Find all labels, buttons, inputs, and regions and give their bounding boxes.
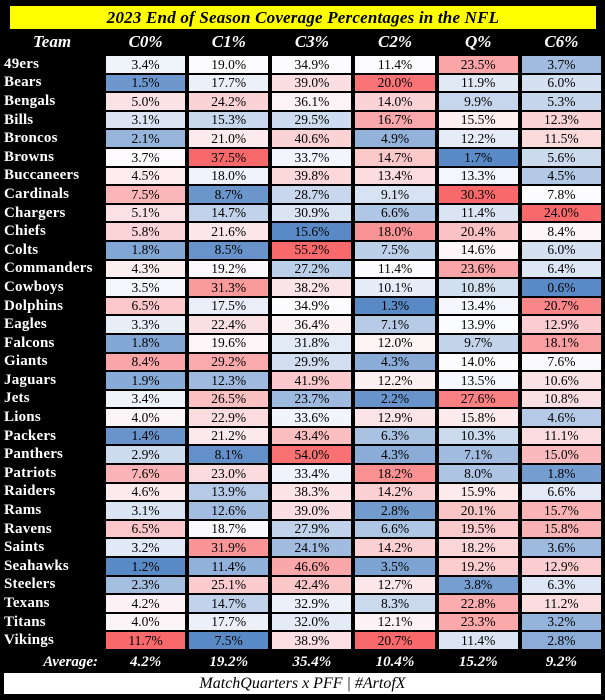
coverage-value-cell: 33.7% — [270, 148, 353, 167]
coverage-value-cell: 6.5% — [104, 520, 187, 539]
average-value-cell: 4.2% — [104, 650, 187, 674]
coverage-value-cell: 2.8% — [353, 501, 436, 520]
team-name-cell: Chargers — [0, 204, 104, 223]
coverage-value-cell: 30.9% — [270, 204, 353, 223]
coverage-value-cell: 14.0% — [437, 353, 520, 372]
coverage-value-cell: 34.9% — [270, 297, 353, 316]
team-row-commanders — [0, 260, 603, 279]
coverage-value-cell: 23.7% — [270, 390, 353, 409]
coverage-value-cell: 4.3% — [353, 445, 436, 464]
team-row-titans — [0, 613, 603, 632]
coverage-value-cell: 4.2% — [104, 594, 187, 613]
coverage-value-cell: 2.1% — [104, 129, 187, 148]
coverage-value-cell: 36.1% — [270, 92, 353, 111]
table-header — [0, 29, 603, 55]
team-row-giants — [0, 353, 603, 372]
coverage-value-cell: 19.0% — [187, 55, 270, 74]
footer-bar — [3, 672, 602, 695]
coverage-value-cell: 6.0% — [520, 74, 603, 93]
coverage-value-cell: 14.0% — [353, 92, 436, 111]
team-name-cell: Bears — [0, 74, 104, 93]
coverage-table — [0, 29, 605, 674]
coverage-value-cell: 1.3% — [353, 297, 436, 316]
coverage-value-cell: 3.2% — [520, 613, 603, 632]
coverage-value-cell: 2.2% — [353, 390, 436, 409]
team-row-bears — [0, 74, 603, 93]
coverage-value-cell: 6.0% — [520, 241, 603, 260]
coverage-value-cell: 8.5% — [187, 241, 270, 260]
column-header-c2: C2% — [353, 29, 436, 55]
coverage-value-cell: 46.6% — [270, 557, 353, 576]
column-header-c1: C1% — [187, 29, 270, 55]
coverage-value-cell: 18.2% — [353, 464, 436, 483]
coverage-value-cell: 13.4% — [353, 167, 436, 186]
coverage-value-cell: 16.7% — [353, 111, 436, 130]
coverage-value-cell: 14.2% — [353, 538, 436, 557]
coverage-value-cell: 11.7% — [104, 631, 187, 650]
coverage-value-cell: 23.5% — [437, 55, 520, 74]
coverage-value-cell: 38.3% — [270, 483, 353, 502]
coverage-value-cell: 4.6% — [104, 483, 187, 502]
coverage-value-cell: 23.0% — [187, 464, 270, 483]
team-name-cell: Giants — [0, 353, 104, 372]
coverage-value-cell: 6.6% — [353, 204, 436, 223]
coverage-value-cell: 15.0% — [520, 445, 603, 464]
table-body — [0, 55, 603, 674]
coverage-value-cell: 6.6% — [353, 520, 436, 539]
coverage-value-cell: 26.5% — [187, 390, 270, 409]
coverage-value-cell: 31.9% — [187, 538, 270, 557]
coverage-value-cell: 4.6% — [520, 408, 603, 427]
coverage-value-cell: 7.5% — [353, 241, 436, 260]
coverage-value-cell: 5.6% — [520, 148, 603, 167]
coverage-value-cell: 24.1% — [270, 538, 353, 557]
page-title: 2023 End of Season Coverage Percentages in the NFL — [106, 7, 500, 27]
coverage-value-cell: 14.7% — [187, 204, 270, 223]
coverage-value-cell: 8.0% — [437, 464, 520, 483]
coverage-value-cell: 11.4% — [437, 204, 520, 223]
coverage-value-cell: 2.3% — [104, 576, 187, 595]
coverage-value-cell: 11.9% — [437, 74, 520, 93]
team-name-cell: Broncos — [0, 129, 104, 148]
team-name-cell: Eagles — [0, 315, 104, 334]
coverage-value-cell: 8.3% — [353, 594, 436, 613]
coverage-value-cell: 11.4% — [353, 55, 436, 74]
coverage-value-cell: 13.3% — [437, 167, 520, 186]
team-name-cell: Buccaneers — [0, 167, 104, 186]
team-name-cell: Seahawks — [0, 557, 104, 576]
team-column-header: Team — [0, 29, 104, 55]
team-name-cell: Steelers — [0, 576, 104, 595]
coverage-value-cell: 3.4% — [104, 390, 187, 409]
coverage-value-cell: 14.6% — [437, 241, 520, 260]
coverage-value-cell: 14.7% — [353, 148, 436, 167]
coverage-value-cell: 4.5% — [520, 167, 603, 186]
coverage-value-cell: 5.3% — [520, 92, 603, 111]
team-row-falcons — [0, 334, 603, 353]
coverage-value-cell: 38.9% — [270, 631, 353, 650]
team-name-cell: Texans — [0, 594, 104, 613]
coverage-value-cell: 22.9% — [187, 408, 270, 427]
coverage-value-cell: 6.3% — [353, 427, 436, 446]
coverage-value-cell: 12.3% — [520, 111, 603, 130]
coverage-value-cell: 10.8% — [520, 390, 603, 409]
team-name-cell: Saints — [0, 538, 104, 557]
coverage-value-cell: 29.5% — [270, 111, 353, 130]
coverage-value-cell: 3.1% — [104, 111, 187, 130]
coverage-value-cell: 12.3% — [187, 371, 270, 390]
coverage-value-cell: 39.0% — [270, 74, 353, 93]
team-row-saints — [0, 538, 603, 557]
coverage-value-cell: 12.0% — [353, 334, 436, 353]
coverage-value-cell: 19.2% — [437, 557, 520, 576]
coverage-value-cell: 39.0% — [270, 501, 353, 520]
column-header-c6: C6% — [520, 29, 603, 55]
footer-credit: MatchQuarters x PFF | #ArtofX — [199, 674, 406, 692]
coverage-value-cell: 19.2% — [187, 260, 270, 279]
coverage-value-cell: 42.4% — [270, 576, 353, 595]
team-row-raiders — [0, 483, 603, 502]
coverage-value-cell: 55.2% — [270, 241, 353, 260]
average-value-cell: 9.2% — [520, 650, 603, 674]
coverage-value-cell: 6.3% — [520, 576, 603, 595]
average-label: Average: — [0, 650, 104, 674]
coverage-value-cell: 22.8% — [437, 594, 520, 613]
coverage-value-cell: 23.6% — [437, 260, 520, 279]
coverage-value-cell: 1.9% — [104, 371, 187, 390]
team-name-cell: Jets — [0, 390, 104, 409]
column-header-c3: C3% — [270, 29, 353, 55]
coverage-value-cell: 13.9% — [187, 483, 270, 502]
coverage-value-cell: 22.4% — [187, 315, 270, 334]
coverage-value-cell: 27.9% — [270, 520, 353, 539]
average-value-cell: 19.2% — [187, 650, 270, 674]
coverage-value-cell: 2.8% — [520, 631, 603, 650]
coverage-value-cell: 4.0% — [104, 613, 187, 632]
coverage-value-cell: 12.9% — [353, 408, 436, 427]
coverage-value-cell: 32.9% — [270, 594, 353, 613]
coverage-value-cell: 39.8% — [270, 167, 353, 186]
coverage-value-cell: 14.2% — [353, 483, 436, 502]
coverage-value-cell: 3.7% — [104, 148, 187, 167]
coverage-value-cell: 3.8% — [437, 576, 520, 595]
coverage-value-cell: 40.6% — [270, 129, 353, 148]
coverage-value-cell: 21.2% — [187, 427, 270, 446]
coverage-value-cell: 11.5% — [520, 129, 603, 148]
coverage-value-cell: 3.7% — [520, 55, 603, 74]
team-name-cell: Bills — [0, 111, 104, 130]
team-name-cell: Cowboys — [0, 278, 104, 297]
coverage-value-cell: 17.5% — [187, 297, 270, 316]
coverage-value-cell: 3.4% — [104, 55, 187, 74]
coverage-value-cell: 34.9% — [270, 55, 353, 74]
coverage-value-cell: 7.8% — [520, 185, 603, 204]
coverage-value-cell: 11.1% — [520, 427, 603, 446]
team-row-chiefs — [0, 222, 603, 241]
team-row-vikings — [0, 631, 603, 650]
team-name-cell: Jaguars — [0, 371, 104, 390]
coverage-value-cell: 41.9% — [270, 371, 353, 390]
coverage-value-cell: 24.0% — [520, 204, 603, 223]
coverage-value-cell: 11.2% — [520, 594, 603, 613]
coverage-value-cell: 10.6% — [520, 371, 603, 390]
coverage-value-cell: 15.9% — [437, 483, 520, 502]
coverage-value-cell: 38.2% — [270, 278, 353, 297]
team-name-cell: Chiefs — [0, 222, 104, 241]
coverage-value-cell: 18.1% — [520, 334, 603, 353]
coverage-value-cell: 29.2% — [187, 353, 270, 372]
coverage-value-cell: 18.2% — [437, 538, 520, 557]
coverage-value-cell: 17.7% — [187, 74, 270, 93]
coverage-value-cell: 3.6% — [520, 538, 603, 557]
coverage-value-cell: 6.6% — [520, 483, 603, 502]
header-row — [0, 29, 603, 55]
team-name-cell: Titans — [0, 613, 104, 632]
coverage-value-cell: 27.6% — [437, 390, 520, 409]
coverage-value-cell: 13.4% — [437, 297, 520, 316]
coverage-value-cell: 7.1% — [437, 445, 520, 464]
coverage-value-cell: 12.9% — [520, 315, 603, 334]
coverage-value-cell: 12.9% — [520, 557, 603, 576]
coverage-value-cell: 4.5% — [104, 167, 187, 186]
coverage-value-cell: 6.4% — [520, 260, 603, 279]
coverage-value-cell: 1.7% — [437, 148, 520, 167]
average-row — [0, 650, 603, 674]
coverage-value-cell: 20.7% — [353, 631, 436, 650]
coverage-value-cell: 12.2% — [353, 371, 436, 390]
average-value-cell: 15.2% — [437, 650, 520, 674]
coverage-value-cell: 3.5% — [353, 557, 436, 576]
coverage-value-cell: 7.5% — [187, 631, 270, 650]
coverage-value-cell: 23.3% — [437, 613, 520, 632]
team-name-cell: Lions — [0, 408, 104, 427]
coverage-value-cell: 10.8% — [437, 278, 520, 297]
team-row-packers — [0, 427, 603, 446]
coverage-value-cell: 15.3% — [187, 111, 270, 130]
team-name-cell: Packers — [0, 427, 104, 446]
team-name-cell: Bengals — [0, 92, 104, 111]
coverage-value-cell: 15.7% — [520, 501, 603, 520]
coverage-value-cell: 14.7% — [187, 594, 270, 613]
team-row-jaguars — [0, 371, 603, 390]
coverage-value-cell: 20.0% — [353, 74, 436, 93]
coverage-value-cell: 10.3% — [437, 427, 520, 446]
team-row-texans — [0, 594, 603, 613]
team-name-cell: 49ers — [0, 55, 104, 74]
team-name-cell: Vikings — [0, 631, 104, 650]
team-name-cell: Raiders — [0, 483, 104, 502]
team-row-patriots — [0, 464, 603, 483]
team-row-cowboys — [0, 278, 603, 297]
coverage-value-cell: 17.7% — [187, 613, 270, 632]
coverage-value-cell: 1.2% — [104, 557, 187, 576]
team-name-cell: Browns — [0, 148, 104, 167]
coverage-value-cell: 15.6% — [270, 222, 353, 241]
coverage-value-cell: 8.1% — [187, 445, 270, 464]
team-name-cell: Ravens — [0, 520, 104, 539]
coverage-value-cell: 15.8% — [520, 520, 603, 539]
coverage-value-cell: 28.7% — [270, 185, 353, 204]
team-row-49ers — [0, 55, 603, 74]
team-row-panthers — [0, 445, 603, 464]
average-value-cell: 35.4% — [270, 650, 353, 674]
team-row-eagles — [0, 315, 603, 334]
coverage-value-cell: 8.4% — [520, 222, 603, 241]
team-row-steelers — [0, 576, 603, 595]
coverage-value-cell: 5.0% — [104, 92, 187, 111]
coverage-value-cell: 5.1% — [104, 204, 187, 223]
coverage-value-cell: 9.7% — [437, 334, 520, 353]
team-row-broncos — [0, 129, 603, 148]
coverage-value-cell: 18.0% — [353, 222, 436, 241]
team-row-browns — [0, 148, 603, 167]
team-row-seahawks — [0, 557, 603, 576]
coverage-value-cell: 33.4% — [270, 464, 353, 483]
coverage-value-cell: 12.6% — [187, 501, 270, 520]
coverage-value-cell: 3.1% — [104, 501, 187, 520]
team-name-cell: Falcons — [0, 334, 104, 353]
coverage-value-cell: 9.1% — [353, 185, 436, 204]
coverage-value-cell: 18.7% — [187, 520, 270, 539]
coverage-value-cell: 20.7% — [520, 297, 603, 316]
team-name-cell: Rams — [0, 501, 104, 520]
coverage-value-cell: 7.6% — [104, 464, 187, 483]
team-row-ravens — [0, 520, 603, 539]
team-row-cardinals — [0, 185, 603, 204]
coverage-value-cell: 13.5% — [437, 371, 520, 390]
coverage-value-cell: 9.9% — [437, 92, 520, 111]
coverage-value-cell: 4.9% — [353, 129, 436, 148]
title-bar — [9, 5, 597, 30]
team-row-chargers — [0, 204, 603, 223]
coverage-value-cell: 31.3% — [187, 278, 270, 297]
coverage-value-cell: 29.9% — [270, 353, 353, 372]
coverage-value-cell: 0.6% — [520, 278, 603, 297]
coverage-value-cell: 15.8% — [437, 408, 520, 427]
coverage-value-cell: 18.0% — [187, 167, 270, 186]
coverage-value-cell: 1.5% — [104, 74, 187, 93]
team-row-buccaneers — [0, 167, 603, 186]
team-row-rams — [0, 501, 603, 520]
coverage-value-cell: 12.2% — [437, 129, 520, 148]
coverage-value-cell: 19.5% — [437, 520, 520, 539]
coverage-value-cell: 15.5% — [437, 111, 520, 130]
coverage-value-cell: 1.8% — [104, 241, 187, 260]
coverage-value-cell: 2.9% — [104, 445, 187, 464]
coverage-value-cell: 3.5% — [104, 278, 187, 297]
coverage-value-cell: 21.0% — [187, 129, 270, 148]
coverage-value-cell: 8.4% — [104, 353, 187, 372]
coverage-value-cell: 11.4% — [437, 631, 520, 650]
coverage-value-cell: 11.4% — [353, 260, 436, 279]
coverage-value-cell: 4.0% — [104, 408, 187, 427]
coverage-value-cell: 8.7% — [187, 185, 270, 204]
coverage-value-cell: 4.3% — [104, 260, 187, 279]
team-name-cell: Commanders — [0, 260, 104, 279]
coverage-value-cell: 20.4% — [437, 222, 520, 241]
average-value-cell: 10.4% — [353, 650, 436, 674]
coverage-value-cell: 3.2% — [104, 538, 187, 557]
coverage-value-cell: 3.3% — [104, 315, 187, 334]
coverage-value-cell: 5.8% — [104, 222, 187, 241]
team-name-cell: Cardinals — [0, 185, 104, 204]
coverage-value-cell: 4.3% — [353, 353, 436, 372]
coverage-value-cell: 25.1% — [187, 576, 270, 595]
column-header-c0: C0% — [104, 29, 187, 55]
team-row-colts — [0, 241, 603, 260]
coverage-value-cell: 21.6% — [187, 222, 270, 241]
coverage-value-cell: 36.4% — [270, 315, 353, 334]
coverage-value-cell: 7.6% — [520, 353, 603, 372]
coverage-value-cell: 10.1% — [353, 278, 436, 297]
coverage-value-cell: 7.1% — [353, 315, 436, 334]
column-header-q: Q% — [437, 29, 520, 55]
coverage-value-cell: 1.8% — [104, 334, 187, 353]
team-row-lions — [0, 408, 603, 427]
coverage-value-cell: 31.8% — [270, 334, 353, 353]
team-row-bills — [0, 111, 603, 130]
coverage-value-cell: 37.5% — [187, 148, 270, 167]
team-row-dolphins — [0, 297, 603, 316]
coverage-value-cell: 43.4% — [270, 427, 353, 446]
coverage-value-cell: 1.8% — [520, 464, 603, 483]
coverage-value-cell: 32.0% — [270, 613, 353, 632]
coverage-value-cell: 13.9% — [437, 315, 520, 334]
coverage-value-cell: 30.3% — [437, 185, 520, 204]
team-name-cell: Dolphins — [0, 297, 104, 316]
team-row-jets — [0, 390, 603, 409]
team-name-cell: Patriots — [0, 464, 104, 483]
team-name-cell: Colts — [0, 241, 104, 260]
coverage-value-cell: 54.0% — [270, 445, 353, 464]
coverage-value-cell: 12.1% — [353, 613, 436, 632]
table-wrap — [0, 29, 605, 674]
team-name-cell: Panthers — [0, 445, 104, 464]
coverage-value-cell: 6.5% — [104, 297, 187, 316]
coverage-value-cell: 12.7% — [353, 576, 436, 595]
team-row-bengals — [0, 92, 603, 111]
coverage-value-cell: 27.2% — [270, 260, 353, 279]
coverage-value-cell: 20.1% — [437, 501, 520, 520]
coverage-value-cell: 24.2% — [187, 92, 270, 111]
coverage-value-cell: 19.6% — [187, 334, 270, 353]
coverage-value-cell: 33.6% — [270, 408, 353, 427]
coverage-value-cell: 7.5% — [104, 185, 187, 204]
coverage-value-cell: 1.4% — [104, 427, 187, 446]
coverage-value-cell: 11.4% — [187, 557, 270, 576]
